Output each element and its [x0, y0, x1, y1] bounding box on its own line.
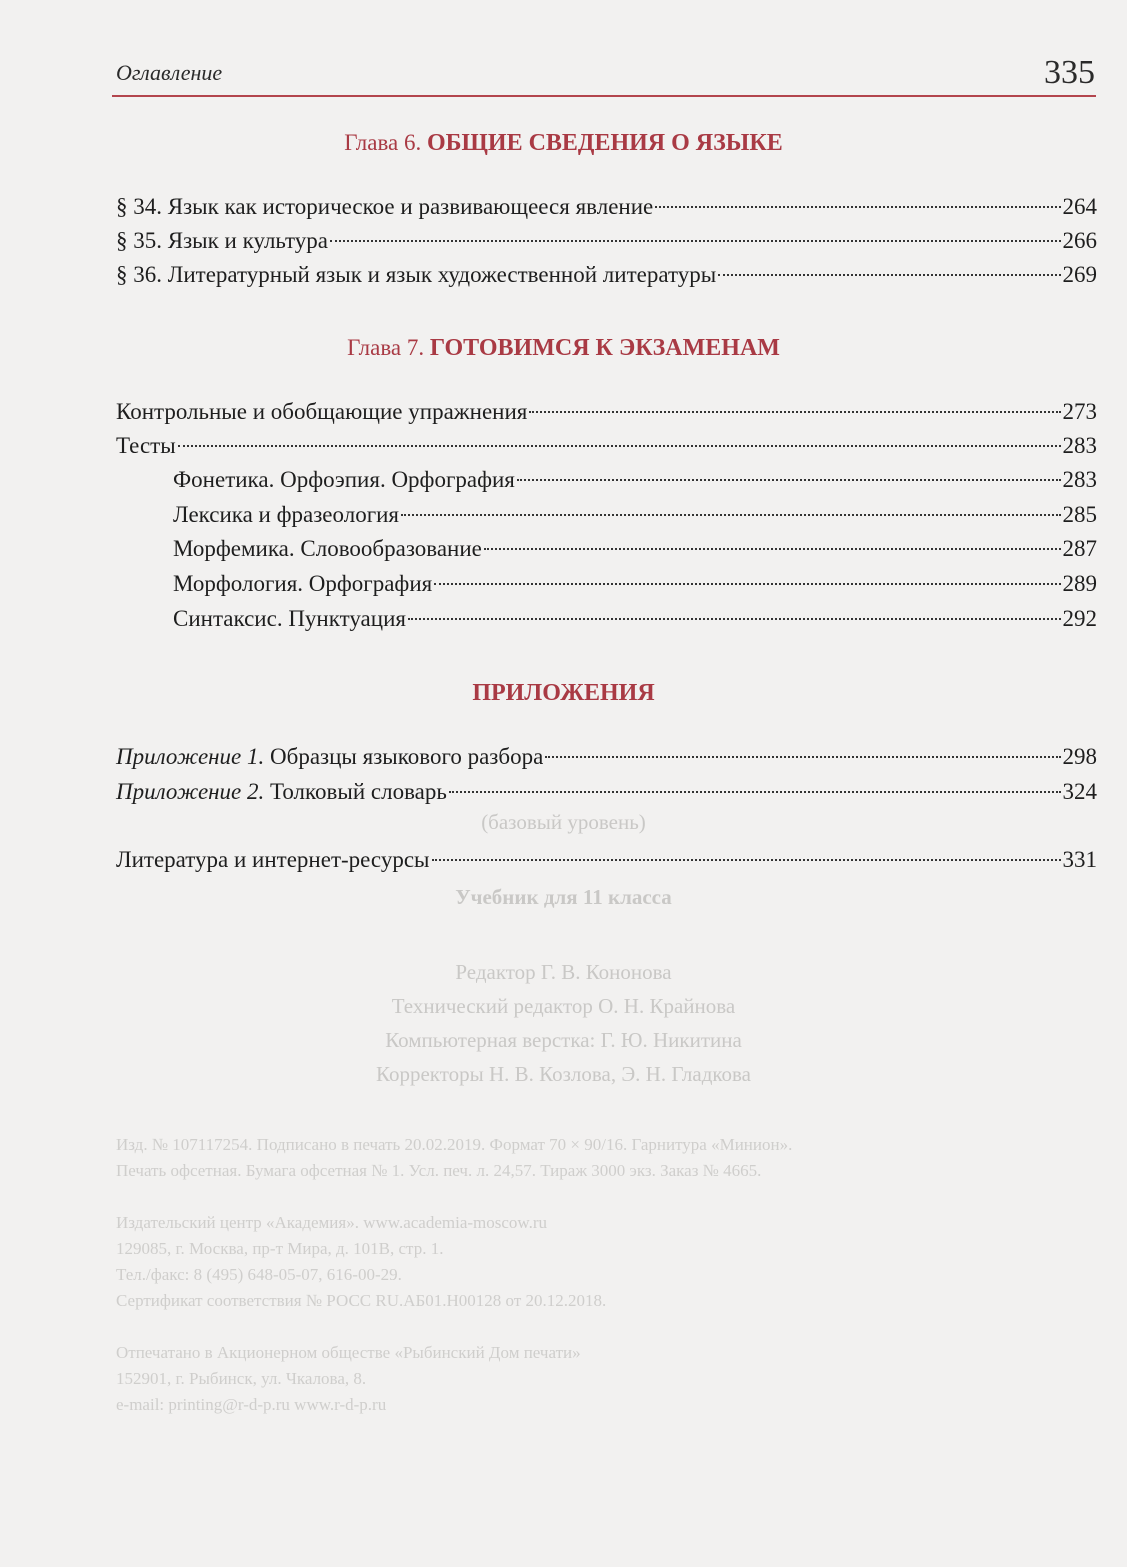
toc-entry-label: Морфемика. Словообразование: [173, 536, 482, 561]
toc-entry[interactable]: [116, 845, 1097, 875]
toc-entry-page: 283: [1062, 467, 1097, 492]
toc-entry-label: Фонетика. Орфоэпия. Орфография: [173, 467, 515, 492]
toc-entry[interactable]: [116, 397, 1097, 427]
toc-entry-label: Лексика и фразеология: [173, 502, 400, 527]
bleed-credit: Редактор Г. В. Кононова: [455, 960, 672, 984]
toc-entry[interactable]: [116, 260, 1097, 290]
toc-subentry[interactable]: [173, 534, 1097, 564]
dot-leader: [408, 618, 1061, 620]
chapter-title: ОБЩИЕ СВЕДЕНИЯ О ЯЗЫКЕ: [427, 130, 783, 156]
dot-leader: [449, 791, 1061, 793]
chapter-prefix: Глава 7.: [347, 335, 425, 360]
dot-leader: [529, 411, 1060, 413]
toc-entry-page: 283: [1062, 433, 1097, 458]
chapter-title: ГОТОВИМСЯ К ЭКЗАМЕНАМ: [429, 335, 780, 361]
toc-entry-label: [116, 777, 447, 807]
bleed-credit: Технический редактор О. Н. Крайнова: [391, 994, 736, 1018]
toc-entry[interactable]: [116, 742, 1097, 772]
dot-leader: [517, 479, 1061, 481]
dot-leader: [178, 445, 1061, 447]
bleed-imprint: Тел./факс: 8 (495) 648-05-07, 616-00-29.: [116, 1265, 402, 1284]
toc-subentry[interactable]: [173, 465, 1097, 495]
toc-entry-label: Морфология. Орфография: [173, 571, 433, 596]
toc-entry-page: 298: [1062, 744, 1097, 769]
bleed-book-line: Учебник для 11 класса: [455, 885, 672, 909]
bleed-imprint: 152901, г. Рыбинск, ул. Чкалова, 8.: [116, 1369, 367, 1388]
toc-entry-label: § 35. Язык и культура: [116, 228, 328, 253]
dot-leader: [655, 206, 1060, 208]
appendix-title: Образцы языкового разбора: [264, 744, 544, 769]
toc-subentry[interactable]: [173, 500, 1097, 530]
bleed-imprint: Отпечатано в Акционерном обществе «Рыбинский Дом печати»: [116, 1343, 581, 1362]
chapter-7-heading: [0, 335, 1127, 362]
dot-leader: [432, 859, 1061, 861]
appendices-heading: ПРИЛОЖЕНИЯ: [472, 680, 655, 706]
chapter-6-heading: [0, 130, 1127, 157]
bleed-imprint: e-mail: printing@r-d-p.ru www.r-d-p.ru: [116, 1395, 387, 1414]
bleed-credit: Корректоры Н. В. Козлова, Э. Н. Гладкова: [375, 1062, 751, 1086]
dot-leader: [545, 756, 1060, 758]
bleed-credit: Компьютерная верстка: Г. Ю. Никитина: [385, 1028, 742, 1052]
toc-entry-page: 273: [1062, 399, 1097, 424]
appendix-number: Приложение 2.: [116, 779, 265, 804]
dot-leader: [401, 514, 1060, 516]
bleed-imprint: 129085, г. Москва, пр-т Мира, д. 101В, стр. 1.: [116, 1239, 444, 1258]
dot-leader: [330, 240, 1061, 242]
toc-entry-label: Контрольные и обобщающие упражнения: [116, 399, 528, 424]
toc-entry[interactable]: [116, 431, 1097, 461]
bleed-imprint: Изд. № 107117254. Подписано в печать 20.02.2019. Формат 70 × 90/16. Гарнитура «Минион».: [116, 1135, 793, 1154]
bleed-imprint: Сертификат соответствия № РОСС RU.АБ01.H00128 от 20.12.2018.: [116, 1291, 607, 1310]
bleed-subtitle: (базовый уровень): [481, 810, 646, 834]
toc-entry-page: 292: [1062, 606, 1097, 631]
toc-entry[interactable]: [116, 226, 1097, 256]
dot-leader: [718, 274, 1060, 276]
toc-entry-page: 269: [1062, 262, 1097, 287]
toc-entry[interactable]: [116, 777, 1097, 807]
toc-entry[interactable]: [116, 192, 1097, 222]
chapter-prefix: Глава 6.: [344, 130, 422, 155]
toc-entry-label: § 36. Литературный язык и язык художественной литературы: [116, 262, 717, 287]
toc-entry-page: 287: [1062, 536, 1097, 561]
toc-entry-label: Литература и интернет-ресурсы: [116, 847, 430, 872]
dot-leader: [484, 548, 1061, 550]
toc-entry-label: § 34. Язык как историческое и развивающееся явление: [116, 194, 654, 219]
toc-entry-page: 331: [1062, 847, 1097, 872]
page-number: 335: [1044, 54, 1095, 91]
bleed-imprint: Издательский центр «Академия». www.academia-moscow.ru: [116, 1213, 548, 1232]
header-title: Оглавление: [116, 60, 223, 85]
toc-entry-page: 266: [1062, 228, 1097, 253]
bleed-imprint: Печать офсетная. Бумага офсетная № 1. Усл. печ. л. 24,57. Тираж 3000 экз. Заказ № 4665.: [116, 1161, 762, 1180]
appendix-number: Приложение 1.: [116, 744, 265, 769]
toc-entry-label: [116, 742, 543, 772]
dot-leader: [434, 583, 1060, 585]
toc-entry-page: 289: [1062, 571, 1097, 596]
appendix-title: Толковый словарь: [264, 779, 447, 804]
toc-entry-page: 285: [1062, 502, 1097, 527]
header-rule: [112, 95, 1096, 97]
toc-subentry[interactable]: [173, 569, 1097, 599]
toc-entry-page: 324: [1062, 779, 1097, 804]
toc-entry-label: Синтаксис. Пунктуация: [173, 606, 406, 631]
toc-subentry[interactable]: [173, 604, 1097, 634]
toc-entry-label: Тесты: [116, 433, 176, 458]
toc-entry-page: 264: [1062, 194, 1097, 219]
